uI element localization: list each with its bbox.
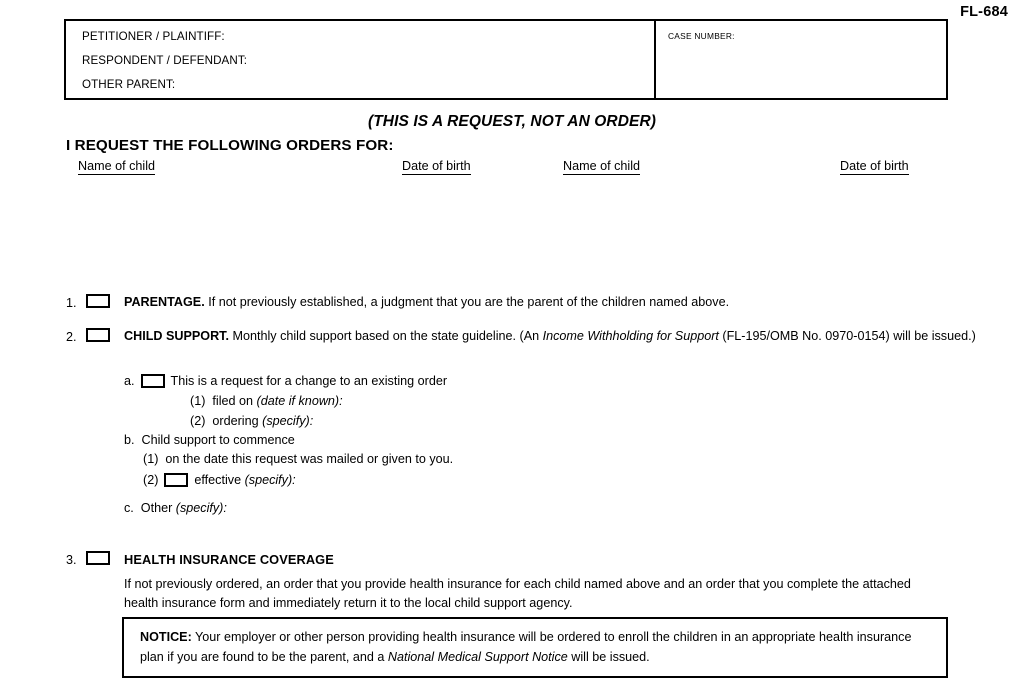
- item-2-body: [124, 328, 1014, 346]
- item-3-number: 3.: [66, 553, 77, 567]
- checkbox-subitem-2a[interactable]: [141, 374, 165, 388]
- checkbox-subitem-2b2[interactable]: [164, 473, 188, 487]
- subitem-2b1: [143, 451, 453, 469]
- checkbox-item-3-health-insurance[interactable]: [86, 551, 110, 565]
- caption-case-number-cell[interactable]: [656, 21, 946, 98]
- notice-label: NOTICE:: [140, 630, 192, 644]
- item-3-text: If not previously ordered, an order that you provide health insurance for each child named above and an order that you complete the attached health insurance form and immediately return it to the local child support agency.: [124, 576, 911, 610]
- item-2-text-part-1: Monthly child support based on the state guideline. (An: [232, 329, 543, 343]
- subitem-2a2-label: (2): [190, 414, 206, 428]
- item-2-title: CHILD SUPPORT.: [124, 329, 229, 343]
- subitem-2c-text: Other: [140, 501, 176, 515]
- request-not-order-heading: (THIS IS A REQUEST, NOT AN ORDER): [367, 113, 657, 130]
- subitem-2b-text: Child support to commence: [141, 433, 295, 447]
- subitem-2b2-italic: (specify):: [244, 473, 296, 487]
- item-3-title: HEALTH INSURANCE COVERAGE: [124, 552, 334, 567]
- subitem-2b-label: b.: [124, 433, 135, 447]
- checkbox-item-1-parentage[interactable]: [86, 294, 110, 308]
- subitem-2a-label: a.: [124, 374, 135, 388]
- case-number-label: CASE NUMBER:: [668, 31, 735, 41]
- item-1-body: [124, 294, 1014, 312]
- subitem-2a-text: This is a request for a change to an existing order: [170, 374, 448, 388]
- notice-box: [122, 617, 948, 678]
- item-2-text-part-2: (FL-195/OMB No. 0970-0154) will be issued.): [718, 329, 976, 343]
- item-1-number: 1.: [66, 296, 77, 310]
- respondent-label: RESPONDENT / DEFENDANT:: [82, 54, 248, 67]
- petitioner-label: PETITIONER / PLAINTIFF:: [82, 30, 225, 43]
- column-header-date-of-birth-2: Date of birth: [840, 159, 909, 173]
- item-1-title: PARENTAGE.: [124, 295, 205, 309]
- subitem-2c-label: c.: [124, 501, 134, 515]
- form-number: FL-684: [960, 4, 1008, 20]
- other-parent-label: OTHER PARENT:: [82, 78, 176, 91]
- column-header-name-of-child-1: Name of child: [78, 159, 155, 173]
- subitem-2a2-italic: (specify):: [262, 414, 314, 428]
- checkbox-item-2-child-support[interactable]: [86, 328, 110, 342]
- item-1-text: If not previously established, a judgment that you are the parent of the children named above.: [208, 295, 730, 309]
- caption-parties-cell: [66, 21, 656, 98]
- notice-text-part-2: will be issued.: [567, 649, 650, 664]
- subitem-2a1-text: filed on: [212, 394, 257, 408]
- subitem-2b: [124, 432, 295, 450]
- item-3-body: [124, 551, 1014, 613]
- item-2-number: 2.: [66, 330, 77, 344]
- notice-text-part-1: Your employer or other person providing health insurance will be ordered to enroll the children in an appropriate health insurance plan if you are found to be the parent, and a: [140, 630, 912, 664]
- column-header-date-of-birth-1: Date of birth: [402, 159, 471, 173]
- caption-table: [64, 19, 948, 100]
- subitem-2c: [124, 500, 227, 518]
- subitem-2b1-text: on the date this request was mailed or given to you.: [165, 452, 454, 466]
- subitem-2a2-text: ordering: [212, 414, 263, 428]
- subitem-2b2-text: effective: [194, 473, 245, 487]
- subitem-2c-italic: (specify):: [175, 501, 227, 515]
- subitem-2a1-italic: (date if known):: [256, 394, 343, 408]
- subitem-2a1-label: (1): [190, 394, 206, 408]
- item-2-text-italic: Income Withholding for Support: [542, 329, 719, 343]
- page-title: I REQUEST THE FOLLOWING ORDERS FOR:: [66, 137, 394, 154]
- subitem-2a1: [190, 393, 343, 411]
- subitem-2b1-label: (1): [143, 452, 159, 466]
- subitem-2a: [124, 373, 447, 391]
- subitem-2a2: [190, 413, 313, 431]
- notice-text-italic: National Medical Support Notice: [387, 649, 568, 664]
- subitem-2b2: [143, 472, 296, 490]
- subitem-2b2-label: (2): [143, 473, 159, 487]
- column-header-name-of-child-2: Name of child: [563, 159, 640, 173]
